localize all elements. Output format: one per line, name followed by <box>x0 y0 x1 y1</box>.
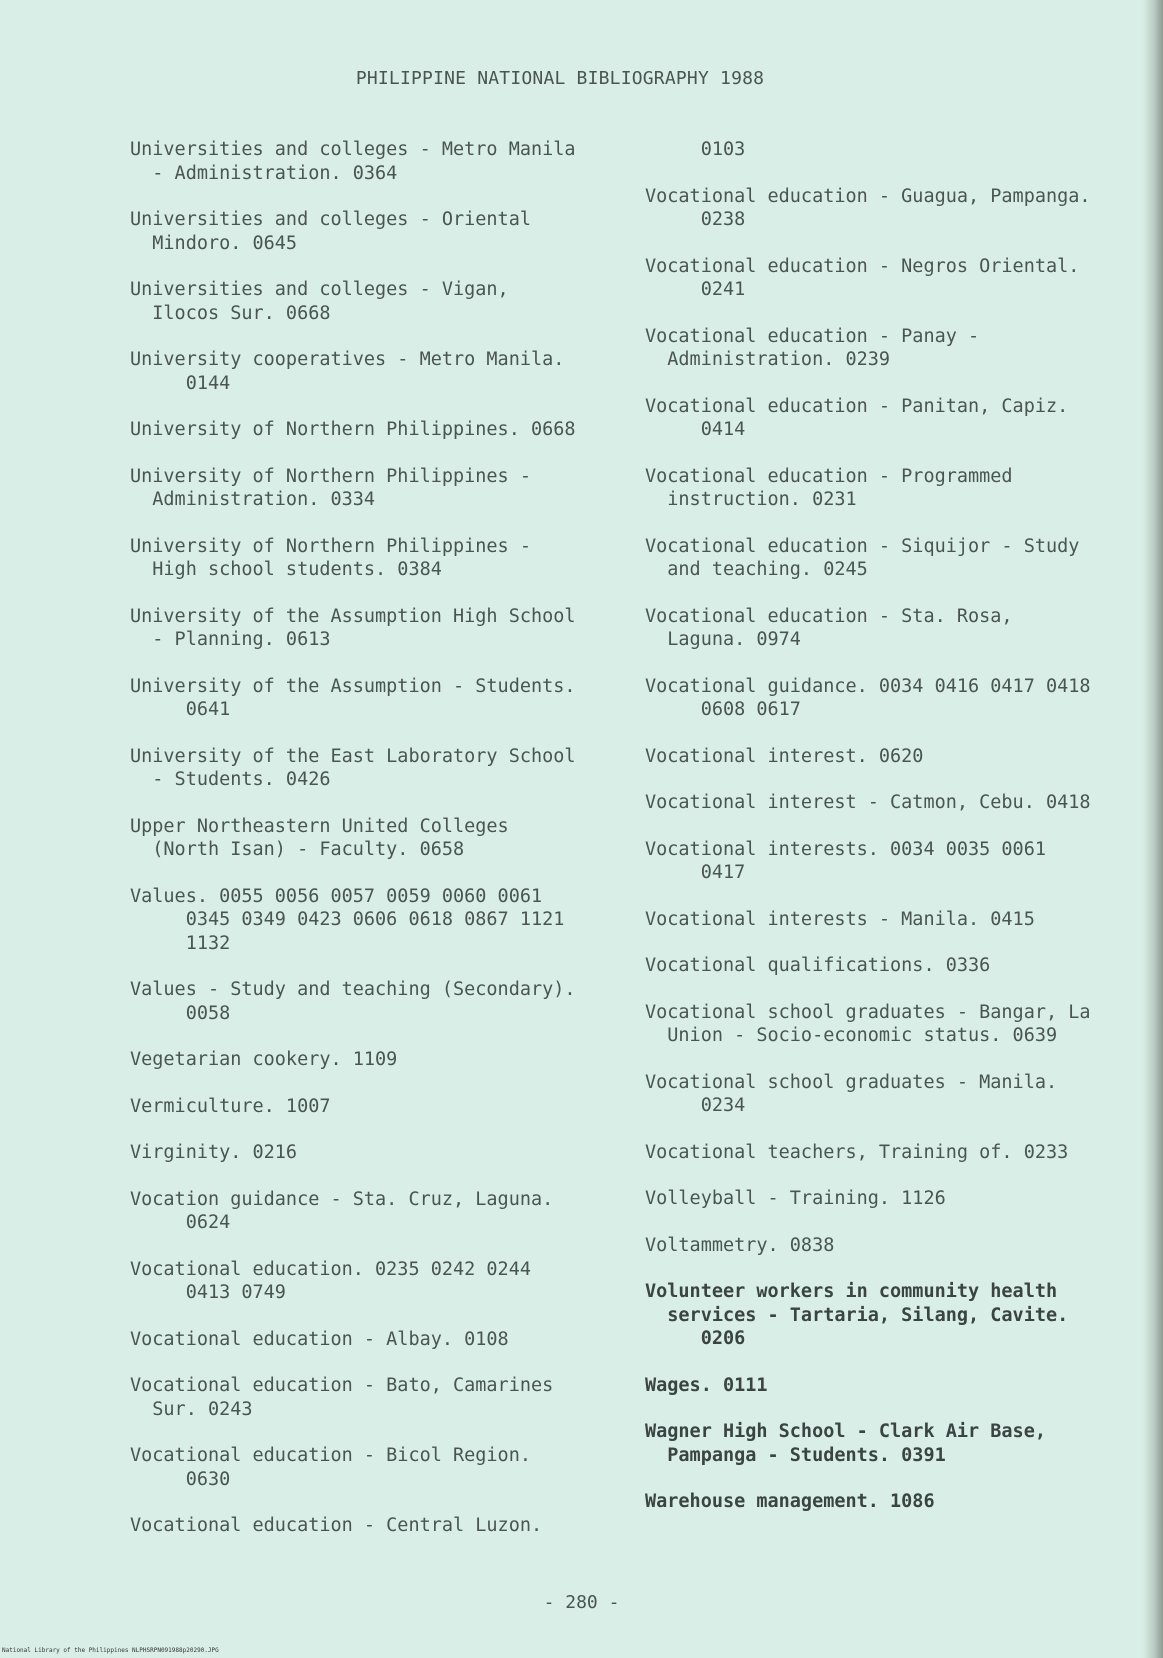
index-entry: Vocational education. 0235 0242 0244 0413 0749 <box>130 1258 531 1303</box>
index-entry: Vocational interests - Manila. 0415 <box>645 908 1035 930</box>
index-entry: Vocational education - Bicol Region. 0630 <box>130 1445 531 1490</box>
index-entry: Vocational qualifications. 0336 <box>645 955 991 976</box>
index-entry: Vocational education - Albay. 0108 <box>130 1328 509 1350</box>
index-entry: University of Northern Philippines. 0668 <box>130 419 576 440</box>
index-entry: Vocational education - Central Luzon. <box>130 1515 543 1536</box>
index-entry: 0103 <box>645 139 746 160</box>
index-entry: Vocational guidance. 0034 0416 0417 0418 0608 0617 <box>645 675 1091 720</box>
index-entry: University cooperatives - Metro Manila. 0144 <box>130 349 565 394</box>
index-entry: Vocational school graduates - Manila. 0234 <box>645 1071 1058 1116</box>
index-entry: Universities and colleges - Vigan, Ilocos Sur. 0668 <box>130 279 509 324</box>
index-entry: University of the East Laboratory School - Students. 0426 <box>130 745 576 790</box>
index-entry: Vocational school graduates - Bangar, La Union - Socio-economic status. 0639 <box>645 1001 1091 1046</box>
index-entry: University of the Assumption - Students. 0641 <box>130 675 576 720</box>
index-entry: Vocational education - Guagua, Pampanga. 0238 <box>645 185 1091 230</box>
index-entry: Vegetarian cookery. 1109 <box>130 1049 398 1070</box>
index-entry: Vocational education - Siquijor - Study and teaching. 0245 <box>645 535 1080 580</box>
index-entry: Vocational education - Negros Oriental. 0241 <box>645 255 1080 300</box>
index-entry: Volunteer workers in community health services - Tartaria, Silang, Cavite. 0206 <box>645 1281 1069 1349</box>
index-entry: Vocational education - Panay - Administration. 0239 <box>645 325 980 370</box>
index-entry: Vocational teachers, Training of. 0233 <box>645 1141 1069 1163</box>
index-entry: Warehouse management. 1086 <box>645 1491 935 1512</box>
index-entry: University of the Assumption High School - Planning. 0613 <box>130 605 576 650</box>
page-edge <box>1143 0 1163 1658</box>
index-entry: Universities and colleges - Metro Manila - Administration. 0364 <box>130 139 576 184</box>
index-entry: Universities and colleges - Oriental Mindoro. 0645 <box>130 209 531 254</box>
index-entry: Wagner High School - Clark Air Base, Pampanga - Students. 0391 <box>645 1421 1046 1466</box>
index-entry: Voltammetry. 0838 <box>645 1234 835 1256</box>
index-entry: University of Northern Philippines - Administration. 0334 <box>130 465 531 510</box>
index-entry: Vocational education - Sta. Rosa, Laguna. 0974 <box>645 605 1013 650</box>
index-entry: Vocational interest - Catmon, Cebu. 0418 <box>645 792 1091 813</box>
index-entry: Vocational education - Panitan, Capiz. 0414 <box>645 395 1069 440</box>
index-entry: University of Northern Philippines - High school students. 0384 <box>130 535 531 580</box>
page-title: PHILIPPINE NATIONAL BIBLIOGRAPHY 1988 <box>355 68 765 89</box>
index-entry: Vermiculture. 1007 <box>130 1095 331 1117</box>
scan-credit: National Library of the Philippines NLPHSRPN091988p20290.JPG <box>2 1647 219 1654</box>
index-entry: Vocational interest. 0620 <box>645 745 924 767</box>
index-entry: Vocational education - Programmed instruction. 0231 <box>645 465 1013 510</box>
right-column <box>645 138 1115 1537</box>
index-entry: Values. 0055 0056 0057 0059 0060 0061 0345 0349 0423 0606 0618 0867 1121 1132 <box>130 885 565 954</box>
page-number: - 280 - <box>543 1592 620 1613</box>
index-entry: Vocation guidance - Sta. Cruz, Laguna. 0624 <box>130 1188 554 1233</box>
index-entry: Volleyball - Training. 1126 <box>645 1188 946 1209</box>
left-column <box>130 138 630 1561</box>
index-entry: Wages. 0111 <box>645 1374 768 1396</box>
index-entry: Vocational education - Bato, Camarines Sur. 0243 <box>130 1375 554 1420</box>
index-entry: Vocational interests. 0034 0035 0061 0417 <box>645 838 1046 883</box>
index-entry: Virginity. 0216 <box>130 1142 298 1163</box>
index-entry: Values - Study and teaching (Secondary). 0058 <box>130 979 576 1024</box>
index-entry: Upper Northeastern United Colleges (North Isan) - Faculty. 0658 <box>130 815 509 860</box>
